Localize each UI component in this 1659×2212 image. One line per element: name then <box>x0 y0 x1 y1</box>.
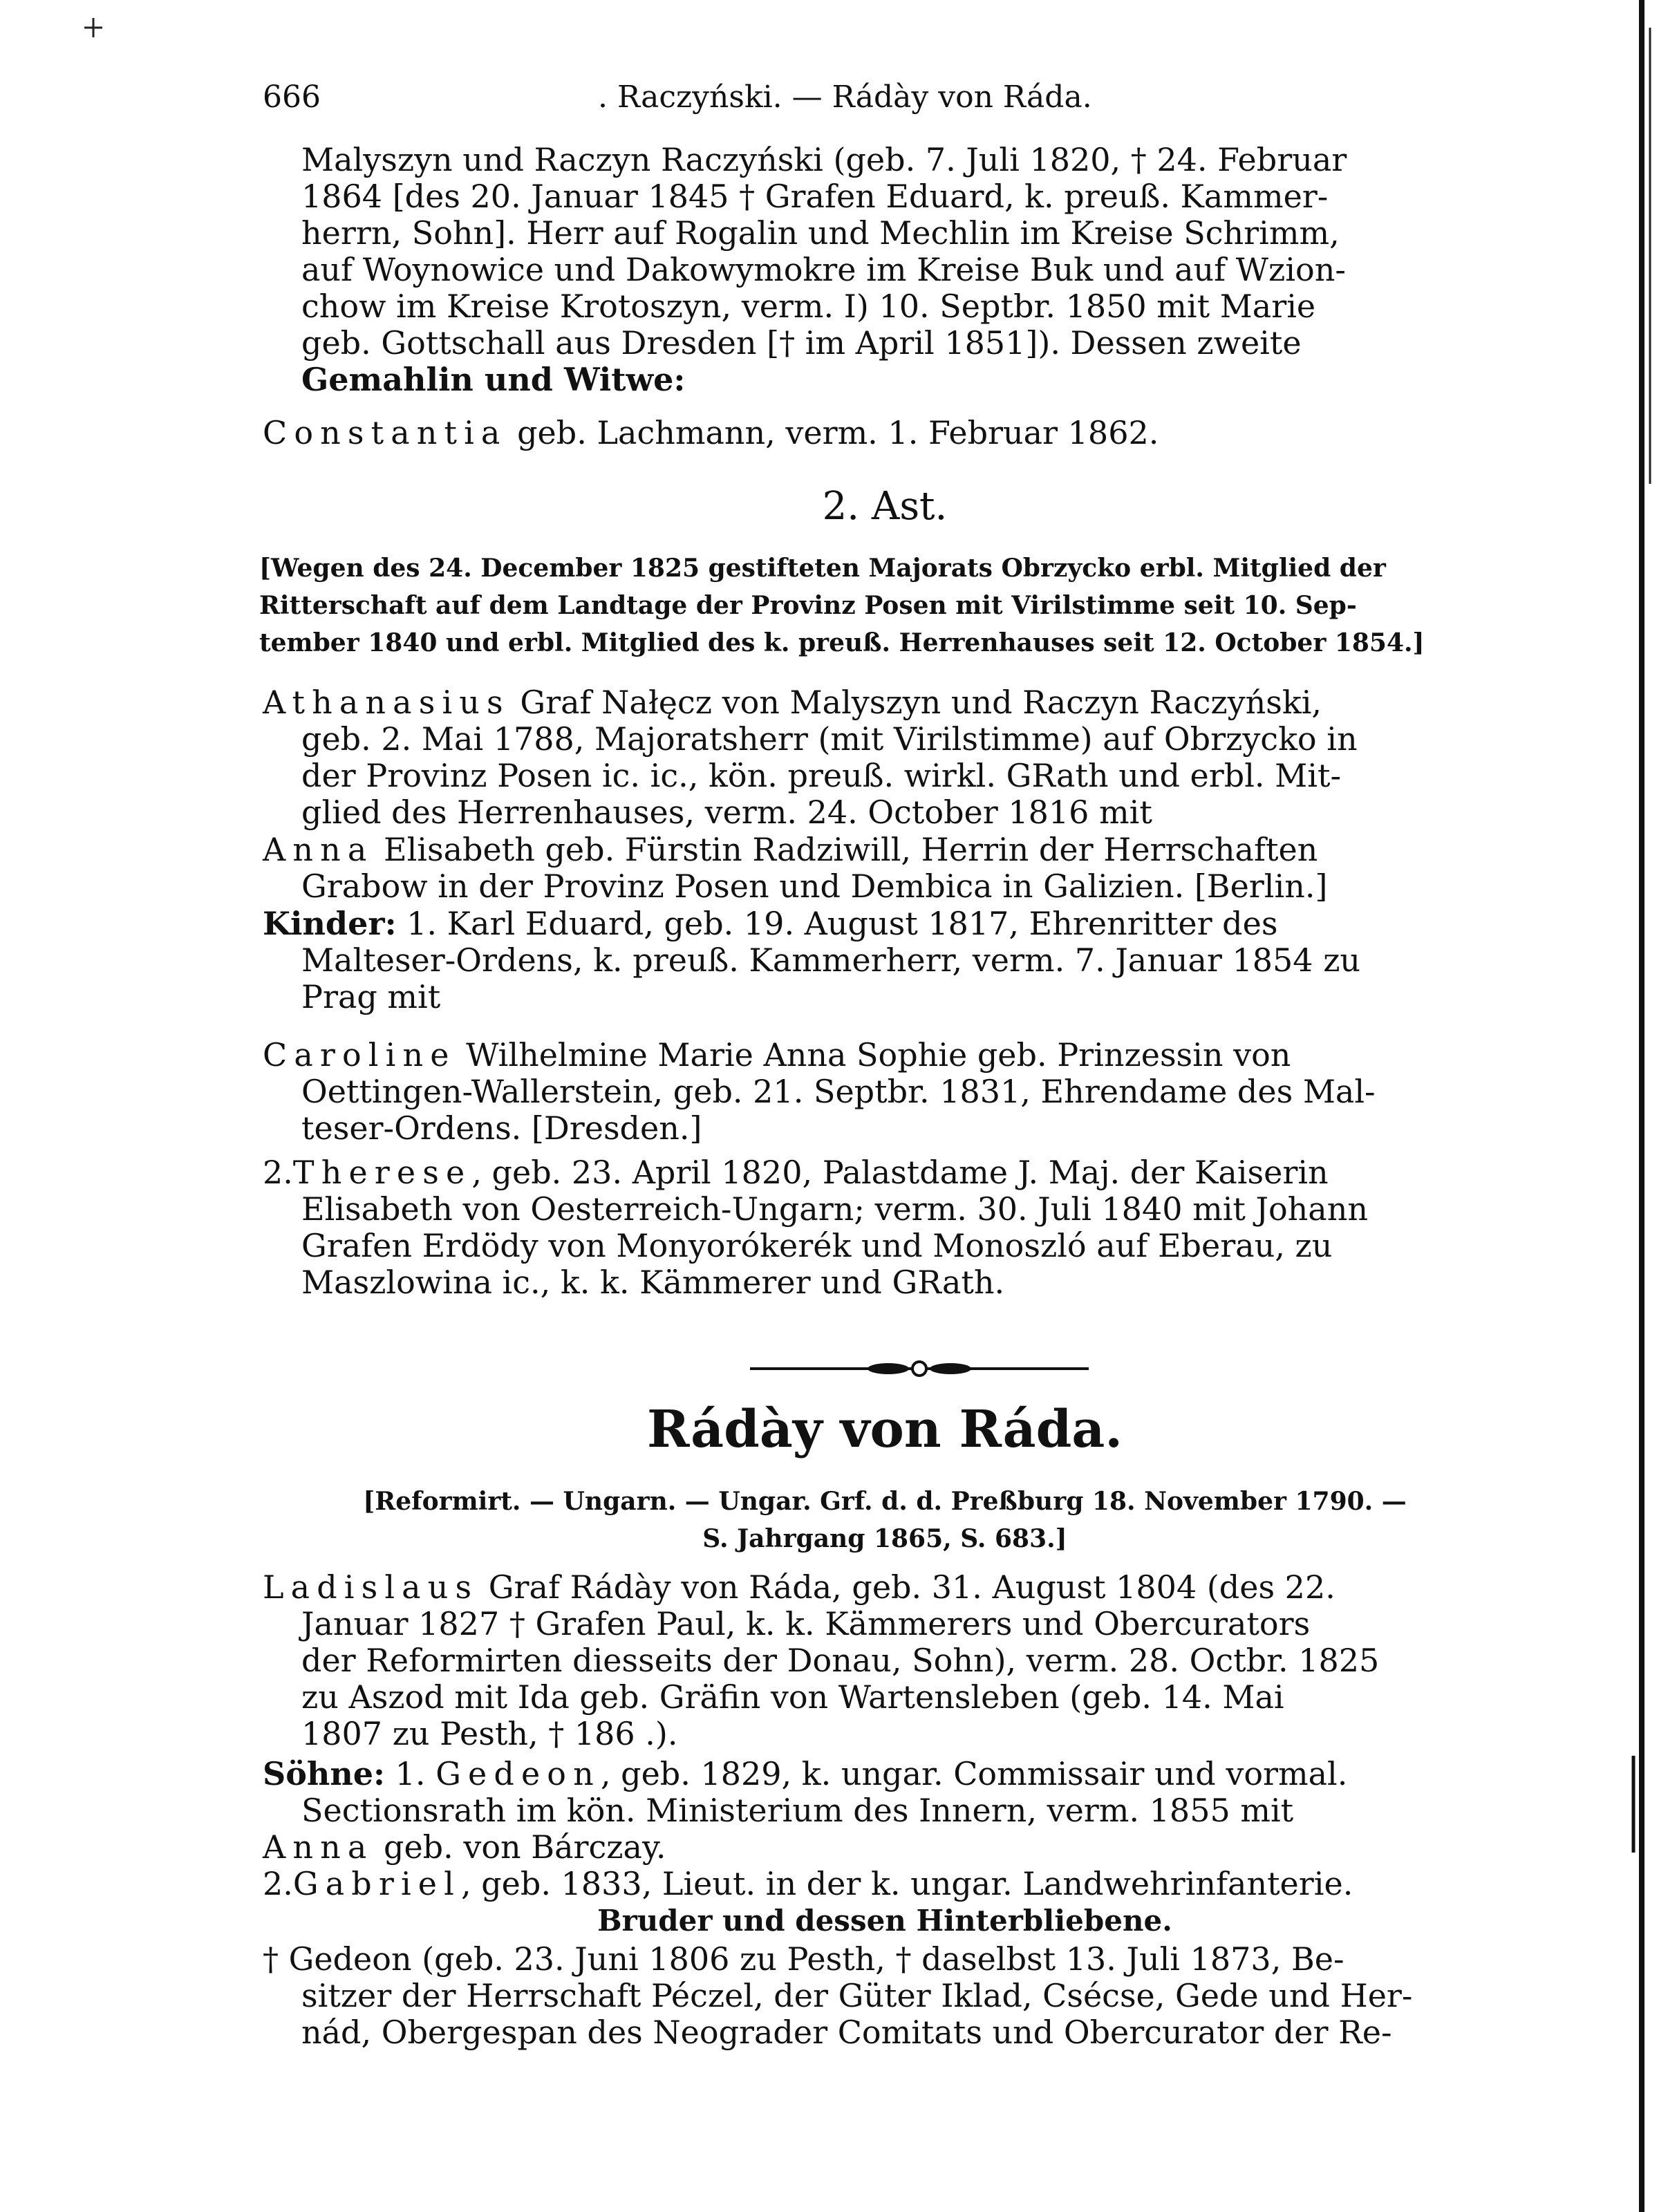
text-line: der Provinz Posen ic. ic., kön. preuß. wirkl. GRath und erbl. Mit- <box>301 757 1341 794</box>
text-line: sitzer der Herrschaft Péczel, der Güter Iklad, Csécse, Gede und Her- <box>301 1977 1413 2014</box>
entry-text: Wilhelmine Marie Anna Sophie geb. Prinzessin von <box>456 1036 1291 1074</box>
section-label: Söhne: <box>263 1755 386 1792</box>
entry-anna-2 <box>263 1829 1507 1866</box>
text-line: geb. 2. Mai 1788, Majoratsherr (mit Virilstimme) auf Obrzycko in <box>301 720 1358 758</box>
entry-gabriel <box>263 1866 1507 1902</box>
edge-mark <box>83 14 104 41</box>
text-line: chow im Kreise Krotoszyn, verm. I) 10. Septbr. 1850 mit Marie <box>301 288 1316 325</box>
text-line: Januar 1827 † Grafen Paul, k. k. Kämmerers und Obercurators <box>301 1605 1311 1642</box>
person-name: Gedeon <box>435 1755 601 1792</box>
text-line: auf Woynowice und Dakowymokre im Kreise Buk und auf Wzion- <box>301 251 1346 288</box>
entry-text: , geb. 23. April 1820, Palastdame J. Maj. der Kaiserin <box>471 1154 1329 1191</box>
text-line: † Gedeon (geb. 23. Juni 1806 zu Pesth, † daselbst 13. Juli 1873, Be- <box>263 1940 1344 1978</box>
page-header <box>263 66 1597 128</box>
person-name: Athanasius <box>263 684 510 721</box>
text-line: Prag mit <box>301 978 441 1015</box>
entry-text: , geb. 1833, Lieut. in der k. ungar. Landwehrinfanterie. <box>460 1865 1353 1902</box>
entry-athanasius <box>263 684 1507 831</box>
text-line: zu Aszod mit Ida geb. Gräfin von Wartensleben (geb. 14. Mai <box>301 1678 1284 1716</box>
text-line: Malyszyn und Raczyn Raczyński (geb. 7. Juli 1820, † 24. Februar <box>301 141 1347 178</box>
entry-continuation <box>263 142 1507 398</box>
section-label: Kinder: <box>263 905 397 942</box>
person-name: Anna <box>263 1828 374 1866</box>
entry-therese <box>263 1154 1507 1301</box>
entry-text: Elisabeth geb. Fürstin Radziwill, Herrin der Herrschaften <box>373 831 1318 868</box>
text-line: nád, Obergespan des Neograder Comitats und Obercurator der Re- <box>301 2014 1392 2051</box>
text-line: Gemahlin und Witwe: <box>301 361 686 398</box>
bruder-heading: Bruder und dessen Hinterbliebene. <box>597 1904 1172 1938</box>
entry-text: Graf Nałęcz von Malyszyn und Raczyn Raczyński, <box>509 684 1322 721</box>
person-name: Gabriel <box>292 1865 461 1902</box>
entry-number: 1. <box>385 1755 436 1792</box>
text-line: glied des Herrenhauses, verm. 24. October 1816 mit <box>301 794 1152 831</box>
ast-note <box>259 550 1510 662</box>
person-name: Ladislaus <box>263 1568 479 1606</box>
person-name: Caroline <box>263 1036 456 1074</box>
note-line: [Wegen des 24. December 1825 gestifteten Majorats Obrzycko erbl. Mitglied der <box>259 554 1386 583</box>
person-name: Therese <box>292 1154 472 1191</box>
text-line: 1807 zu Pesth, † 186 .). <box>301 1715 678 1752</box>
text-line: der Reformirten diesseits der Donau, Sohn), verm. 28. Octbr. 1825 <box>301 1642 1380 1679</box>
page-edge-shadow <box>1621 0 1659 2212</box>
entry-text: geb. von Bárczay. <box>373 1828 666 1866</box>
entry-text: , geb. 1829, k. ungar. Commissair und vormal. <box>600 1755 1348 1792</box>
entry-caroline <box>263 1037 1507 1147</box>
text-line: Maszlowina ic., k. k. Kämmerer und GRath. <box>301 1264 1005 1301</box>
family-heading: Rádày von Ráda. <box>646 1400 1123 1459</box>
entry-number: 2. <box>263 1865 293 1902</box>
person-name: Constantia <box>263 414 507 451</box>
entry-text: geb. Lachmann, verm. 1. Februar 1862. <box>507 414 1159 451</box>
text-line: geb. Gottschall aus Dresden [† im April 1851]). Dessen zweite <box>301 324 1302 362</box>
text-line: 1864 [des 20. Januar 1845 † Grafen Eduard, k. preuß. Kammer- <box>301 178 1329 215</box>
note-line: [Reformirt. — Ungarn. — Ungar. Grf. d. d. Preßburg 18. November 1790. — <box>363 1487 1407 1516</box>
text-line: Grabow in der Provinz Posen und Dembica in Galizien. [Berlin.] <box>301 868 1328 905</box>
entry-text: 1. Karl Eduard, geb. 19. August 1817, Ehrenritter des <box>396 905 1278 942</box>
entry-number: 2. <box>263 1154 293 1191</box>
text-line: Oettingen-Wallerstein, geb. 21. Septbr. 1831, Ehrendame des Mal- <box>301 1073 1376 1110</box>
person-name: Anna <box>263 831 374 868</box>
text-line: teser-Ordens. [Dresden.] <box>301 1109 702 1147</box>
entry-ladislaus <box>263 1569 1507 1752</box>
text-line: Sectionsrath im kön. Ministerium des Innern, verm. 1855 mit <box>301 1792 1294 1829</box>
entry-gedeon-elder <box>263 1941 1507 2051</box>
entry-kinder <box>263 906 1507 1015</box>
family-note <box>259 1483 1510 1557</box>
page-number: 666 <box>263 79 321 115</box>
text-line: Malteser-Ordens, k. preuß. Kammerherr, verm. 7. Januar 1854 zu <box>301 941 1361 979</box>
entry-constantia <box>263 415 1507 451</box>
text-line: herrn, Sohn]. Herr auf Rogalin und Mechlin im Kreise Schrimm, <box>301 214 1340 252</box>
section-heading-ast: 2. Ast. <box>822 484 948 529</box>
running-title: . Raczyński. — Rádày von Ráda. <box>598 79 1092 115</box>
entry-anna <box>263 832 1507 905</box>
entry-text: Graf Rádày von Ráda, geb. 31. August 1804 (des 22. <box>478 1568 1335 1606</box>
note-line: S. Jahrgang 1865, S. 683.] <box>702 1524 1067 1553</box>
note-line: Ritterschaft auf dem Landtage der Provinz Posen mit Virilstimme seit 10. Sep- <box>259 591 1357 620</box>
note-line: tember 1840 und erbl. Mitglied des k. preuß. Herrenhauses seit 12. October 1854.] <box>259 628 1425 657</box>
entry-soehne <box>263 1756 1507 1829</box>
text-line: Grafen Erdödy von Monyorókerék und Monoszló auf Eberau, zu <box>301 1227 1333 1264</box>
text-line: Elisabeth von Oesterreich-Ungarn; verm. 30. Juli 1840 mit Johann <box>301 1190 1368 1228</box>
ornament-divider <box>750 1355 1089 1382</box>
